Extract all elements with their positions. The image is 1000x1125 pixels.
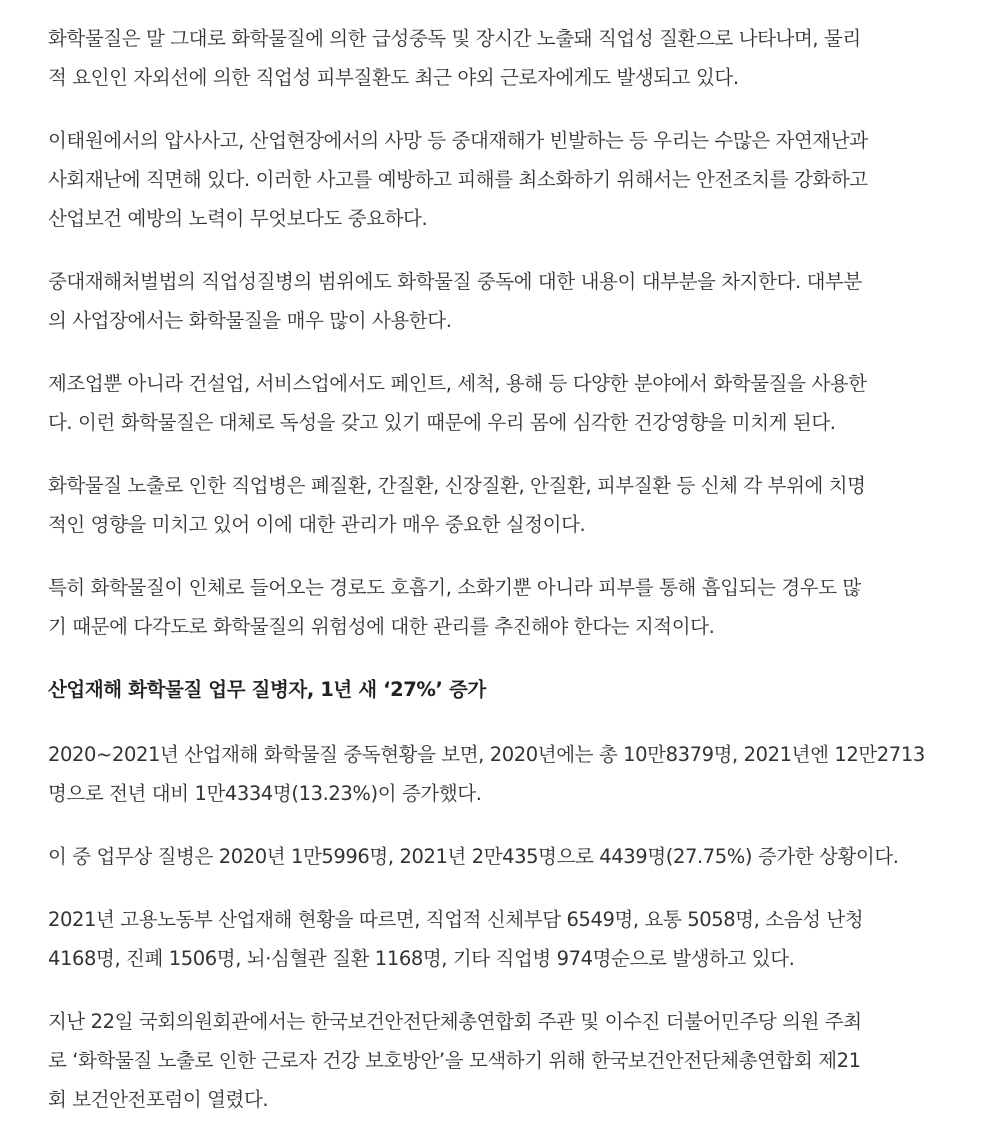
paragraph-line: 적 요인인 자외선에 의한 직업성 피부질환도 최근 야외 근로자에게도 발생되고 있다.	[48, 66, 739, 89]
paragraph-line: 중대재해처벌법의 직업성질병의 범위에도 화학물질 중독에 대한 내용이 대부분을 차지한다. 대부분	[48, 270, 862, 293]
paragraph-line: 2020~2021년 산업재해 화학물질 중독현황을 보면, 2020년에는 총 10만8379명, 2021년엔 12만2713	[48, 743, 925, 766]
paragraph-line: 4168명, 진폐 1506명, 뇌·심혈관 질환 1168명, 기타 직업병 974명순으로 발생하고 있다.	[48, 947, 795, 970]
paragraph-line: 다. 이런 화학물질은 대체로 독성을 갖고 있기 때문에 우리 몸에 심각한 건강영향을 미치게 된다.	[48, 411, 836, 434]
paragraph-1	[48, 19, 952, 97]
paragraph-line: 화학물질은 말 그대로 화학물질에 의한 급성중독 및 장시간 노출돼 직업성 질환으로 나타나며, 물리	[48, 27, 861, 50]
paragraph-line: 의 사업장에서는 화학물질을 매우 많이 사용한다.	[48, 309, 452, 332]
paragraph-9	[48, 900, 952, 978]
paragraph-line: 사회재난에 직면해 있다. 이러한 사고를 예방하고 피해를 최소화하기 위해서는 안전조치를 강화하고	[48, 168, 868, 191]
paragraph-line: 화학물질 노출로 인한 직업병은 폐질환, 간질환, 신장질환, 안질환, 피부질환 등 신체 각 부위에 치명	[48, 474, 866, 497]
paragraph-line: 로 ‘화학물질 노출로 인한 근로자 건강 보호방안’을 모색하기 위해 한국보건안전단체총연합회 제21	[48, 1049, 861, 1072]
paragraph-line: 2021년 고용노동부 산업재해 현황을 따르면, 직업적 신체부담 6549명, 요통 5058명, 소음성 난청	[48, 908, 864, 931]
paragraph-line: 제조업뿐 아니라 건설업, 서비스업에서도 페인트, 세척, 용해 등 다양한 분야에서 화학물질을 사용한	[48, 372, 867, 395]
paragraph-line: 기 때문에 다각도로 화학물질의 위험성에 대한 관리를 추진해야 한다는 지적이다.	[48, 615, 715, 638]
paragraph-8	[48, 837, 952, 876]
paragraph-line: 이 중 업무상 질병은 2020년 1만5996명, 2021년 2만435명으로 4439명(27.75%) 증가한 상황이다.	[48, 845, 899, 868]
paragraph-line: 이태원에서의 압사사고, 산업현장에서의 사망 등 중대재해가 빈발하는 등 우리는 수많은 자연재난과	[48, 129, 868, 152]
paragraph-4	[48, 364, 952, 442]
paragraph-7	[48, 735, 952, 813]
paragraph-line: 산업보건 예방의 노력이 무엇보다도 중요하다.	[48, 207, 428, 230]
paragraph-line: 지난 22일 국회의원회관에서는 한국보건안전단체총연합회 주관 및 이수진 더불어민주당 의원 주최	[48, 1010, 862, 1033]
paragraph-2	[48, 121, 952, 238]
paragraph-line: 특히 화학물질이 인체로 들어오는 경로도 호흡기, 소화기뿐 아니라 피부를 통해 흡입되는 경우도 많	[48, 576, 861, 599]
paragraph-10	[48, 1002, 952, 1119]
paragraph-5	[48, 466, 952, 544]
paragraph-3	[48, 262, 952, 340]
paragraph-line: 적인 영향을 미치고 있어 이에 대한 관리가 매우 중요한 실정이다.	[48, 513, 586, 536]
paragraph-line: 회 보건안전포럼이 열렸다.	[48, 1088, 269, 1111]
paragraph-line: 명으로 전년 대비 1만4334명(13.23%)이 증가했다.	[48, 782, 482, 805]
paragraph-6	[48, 568, 952, 646]
section-subheading: 산업재해 화학물질 업무 질병자, 1년 새 ‘27%’ 증가	[48, 678, 486, 701]
